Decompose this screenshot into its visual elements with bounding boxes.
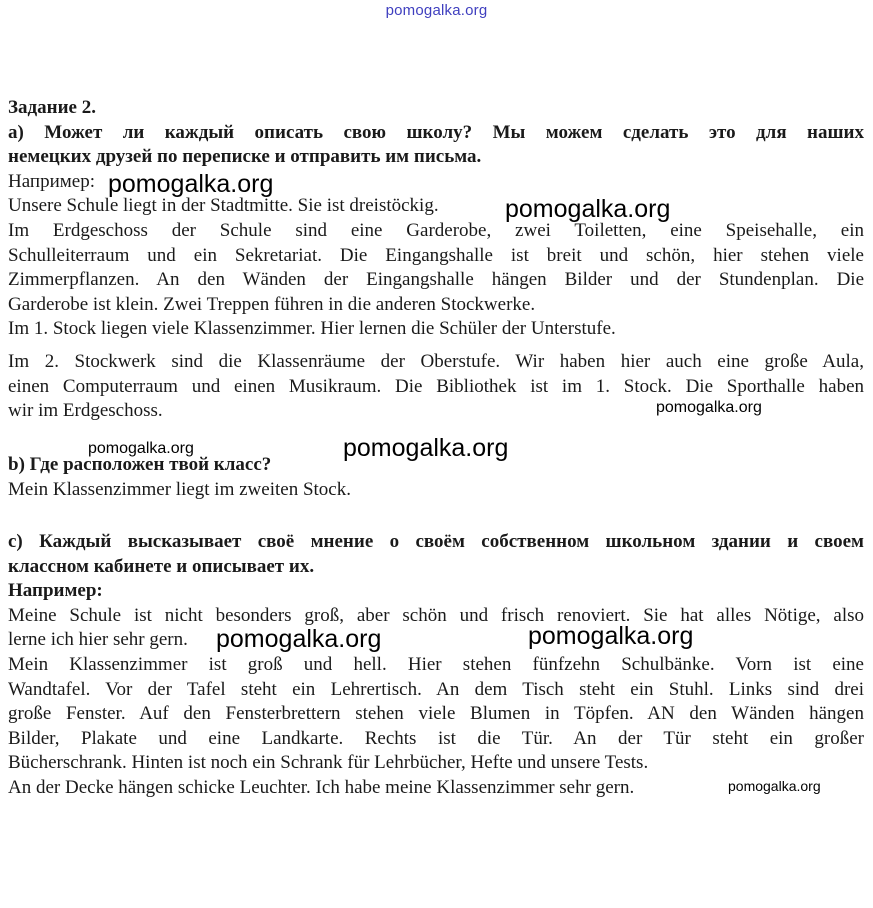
part-a-text-line: Unsere Schule liegt in der Stadtmitte. Sie ist dreistöckig. xyxy=(8,195,439,217)
part-c-text-line: große Fenster. Auf den Fensterbrettern stehen viele Blumen in Töpfen. AN den Wänden hängen xyxy=(8,703,864,725)
watermark: pomogalka.org xyxy=(656,399,762,416)
task-title: Задание 2. xyxy=(8,97,96,118)
watermark: pomogalka.org xyxy=(505,195,671,223)
part-a xyxy=(8,96,864,342)
watermark: pomogalka.org xyxy=(728,778,821,794)
part-c-text-line: Mein Klassenzimmer ist groß und hell. Hier stehen fünfzehn Schulbänke. Vorn ist eine xyxy=(8,653,864,675)
part-a-text-line: Im 1. Stock liegen viele Klassenzimmer. Hier lernen die Schüler der Unterstufe. xyxy=(8,318,616,340)
watermark: pomogalka.org xyxy=(216,625,382,653)
part-a-prompt-line-2: немецких друзей по переписке и отправить им письма. xyxy=(8,146,482,168)
part-a-text-line: Zimmerpflanzen. An den Wänden der Eingangshalle hängen Bilder und der Stundenplan. Die xyxy=(8,269,864,291)
part-c-prompt-line-1: c) Каждый высказывает своё мнение о своём собственном школьном здании и своем xyxy=(8,531,864,552)
site-link[interactable]: pomogalka.org xyxy=(385,2,488,19)
watermark: pomogalka.org xyxy=(528,622,694,650)
watermark: pomogalka.org xyxy=(343,434,509,462)
part-c-prompt-line-2: классном кабинете и описывает их. xyxy=(8,555,315,577)
part-a-text-line: Garderobe ist klein. Zwei Treppen führen in die anderen Stockwerke. xyxy=(8,293,536,315)
part-c-text-line: Wandtafel. Vor der Tafel steht ein Lehrertisch. An dem Tisch steht ein Stuhl. Links sind drei xyxy=(8,678,864,700)
watermark: pomogalka.org xyxy=(88,440,194,457)
part-a-example-label: Например: xyxy=(8,170,95,192)
part-b-prompt: b) Где расположен твой класс? xyxy=(8,454,272,475)
part-b-text: Mein Klassenzimmer liegt im zweiten Stock. xyxy=(8,478,351,500)
part-c-text-line: Bilder, Plakate und eine Landkarte. Rechts ist die Tür. An der Tür steht ein großer xyxy=(8,727,864,749)
part-c xyxy=(8,530,864,801)
part-c-text-line: Meine Schule ist nicht besonders groß, aber schön und frisch renoviert. Sie hat alles Nötige, also xyxy=(8,604,864,626)
part-a-text-line: Schulleiterraum und ein Sekretariat. Die Eingangshalle ist breit und schön, hier stehen viele xyxy=(8,244,864,266)
part-c-text-line: Bücherschrank. Hinten ist noch ein Schrank für Lehrbücher, Hefte und unsere Tests. xyxy=(8,752,649,774)
watermark: pomogalka.org xyxy=(108,170,274,198)
part-a-text-line: wir im Erdgeschoss. xyxy=(8,400,163,422)
part-a-prompt-line-1: a) Может ли каждый описать свою школу? Мы можем сделать это для наших xyxy=(8,121,864,143)
part-c-text-line: lerne ich hier sehr gern. xyxy=(8,629,188,651)
part-a-text-line: Im Erdgeschoss der Schule sind eine Garderobe, zwei Toiletten, eine Speisehalle, ein xyxy=(8,219,864,241)
part-c-example-label: Например: xyxy=(8,580,103,602)
part-a-text-line: Im 2. Stockwerk sind die Klassenräume der Oberstufe. Wir haben hier auch eine große Aula, xyxy=(8,351,864,372)
part-a-text-line: einen Computerraum und einen Musikraum. Die Bibliothek ist im 1. Stock. Die Sporthalle haben xyxy=(8,375,864,397)
part-c-text-line: An der Decke hängen schicke Leuchter. Ich habe meine Klassenzimmer sehr gern. xyxy=(8,776,635,798)
